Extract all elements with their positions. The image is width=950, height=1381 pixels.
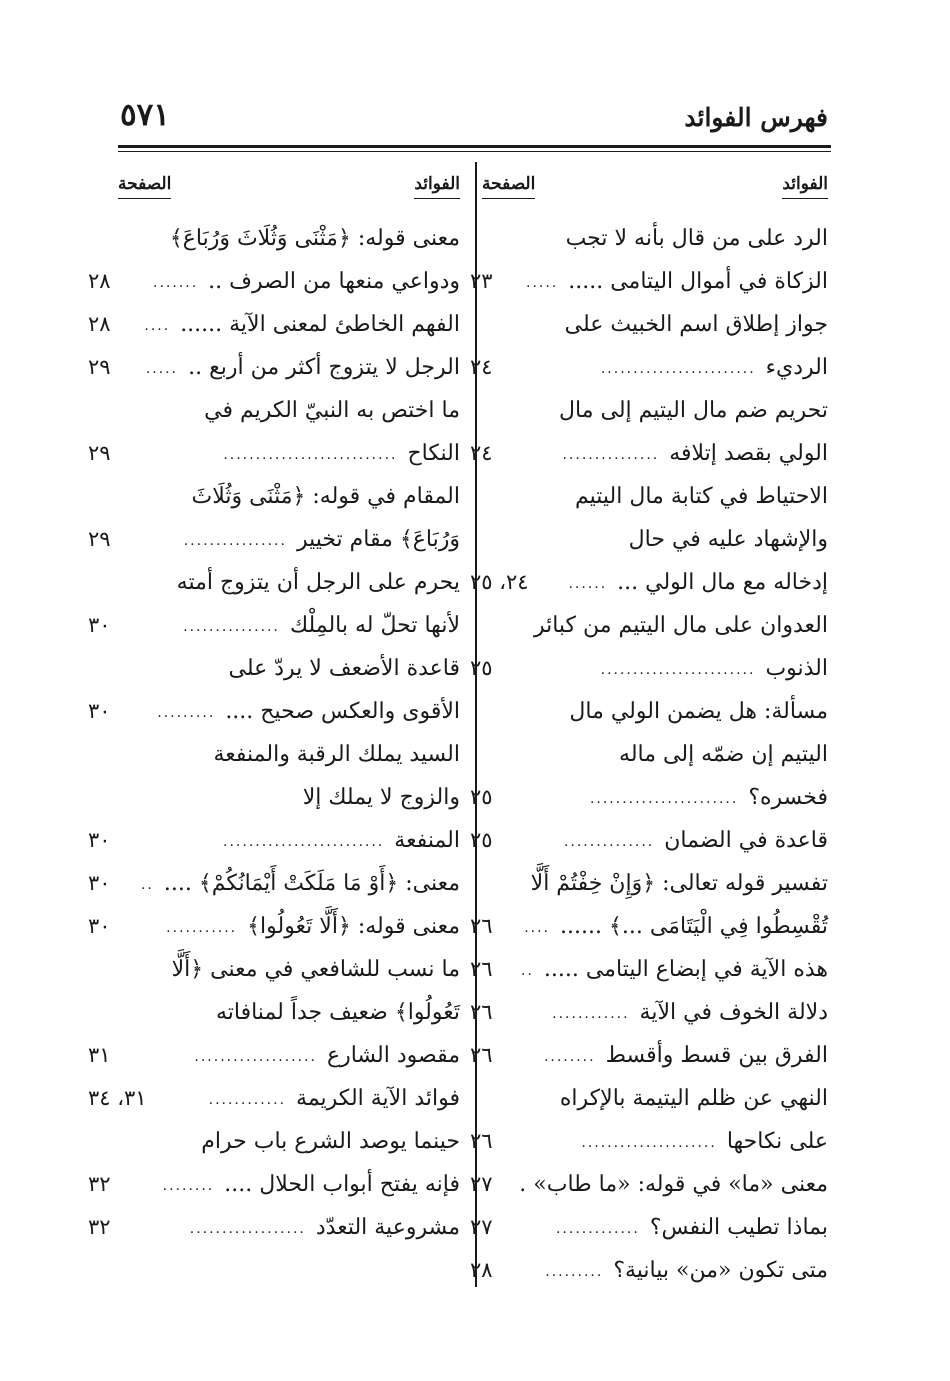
index-entry: [470, 437, 828, 480]
index-entry: [88, 351, 460, 394]
heading-text: الفوائد: [782, 174, 828, 194]
entry-page-number: ٢٦: [470, 914, 493, 938]
page-number: ٥٧١: [120, 97, 170, 133]
dot-leader: ....: [144, 318, 171, 334]
entry-text: الزكاة في أموال اليتامى .....: [568, 269, 828, 294]
index-entry: [88, 308, 460, 351]
entry-page-number: ٢٧: [470, 1172, 493, 1196]
index-entry: [88, 480, 460, 523]
entry-page-number: ٢٩: [88, 441, 111, 465]
dot-leader: ...............: [183, 619, 280, 635]
index-entry: [88, 738, 460, 781]
entry-page-number: ٢٣: [470, 269, 493, 293]
index-entry: [470, 1211, 828, 1254]
index-entry: [470, 351, 828, 394]
index-entry: [470, 566, 828, 609]
dot-leader: ......: [568, 576, 608, 592]
index-entry: [470, 308, 828, 351]
dot-leader: .........: [545, 1264, 604, 1280]
entry-text: معنى قوله: ﴿مَثْنَى وَثُلَاثَ وَرُبَاعَ﴾: [169, 226, 460, 251]
index-entry: [470, 996, 828, 1039]
entry-page-number: ٢٥: [470, 656, 493, 680]
index-entry: [470, 1168, 828, 1211]
index-entry: [88, 824, 460, 867]
entry-text: الأقوى والعكس صحيح ....: [225, 699, 460, 724]
entry-text: معنى قوله: ﴿أَلَّا تَعُولُوا﴾: [247, 914, 460, 939]
header-rule-thin: [118, 151, 831, 152]
right-col-heading-page: [482, 174, 535, 199]
dot-leader: .....: [145, 361, 179, 377]
dot-leader: .......: [153, 275, 199, 291]
entry-page-number: ٢٤: [470, 355, 493, 379]
dot-leader: ...........................: [223, 447, 398, 463]
entry-text: مسألة: هل يضمن الولي مال: [569, 699, 828, 724]
entry-text: لأنها تحلّ له بالمِلْك: [289, 613, 460, 638]
dot-leader: ............: [208, 1092, 287, 1108]
entry-text: فخسره؟: [748, 785, 828, 810]
index-entry: [88, 652, 460, 695]
entry-text: ما نسب للشافعي في معنى ﴿أَلَّا: [171, 957, 460, 982]
entry-text: جواز إطلاق اسم الخبيث على: [564, 312, 828, 337]
index-entry: [470, 1125, 828, 1168]
index-entry: [88, 867, 460, 910]
left-index-column: [88, 222, 460, 1254]
entry-text: دلالة الخوف في الآية: [639, 1000, 828, 1025]
entry-text: تحريم ضم مال اليتيم إلى مال: [559, 398, 828, 423]
entry-text: النهي عن ظلم اليتيمة بالإكراه: [559, 1086, 828, 1111]
entry-text: الولي بقصد إتلافه: [669, 441, 828, 466]
index-entry: [470, 222, 828, 265]
entry-page-number: ٣٠: [88, 914, 111, 938]
entry-page-number: ٣٢: [88, 1172, 111, 1196]
index-entry: [88, 523, 460, 566]
index-entry: [470, 695, 828, 738]
entry-text: الفهم الخاطئ لمعنى الآية ......: [180, 312, 460, 337]
index-entry: [470, 265, 828, 308]
dot-leader: ..............: [563, 834, 655, 850]
right-col-heading-fawaid: [782, 174, 828, 199]
index-entry: [470, 738, 828, 781]
index-entry: [470, 652, 828, 695]
entry-page-number: ٣٠: [88, 613, 111, 637]
entry-page-number: ٣٠: [88, 699, 111, 723]
index-entry: [88, 953, 460, 996]
index-entry: [470, 953, 828, 996]
entry-text: تفسير قوله تعالى: ﴿وَإِنْ خِفْتُمْ أَلَّا: [530, 871, 828, 896]
dot-leader: ...........: [166, 920, 238, 936]
entry-text: تُقْسِطُوا فِي الْيَتَامَى ...﴾ ......: [560, 914, 828, 939]
entry-text: والزوج لا يملك إلا: [302, 785, 460, 810]
index-entry: [470, 394, 828, 437]
dot-leader: ..: [140, 877, 154, 893]
entry-page-number: ٣١، ٣٤: [88, 1086, 147, 1110]
index-entry: [470, 480, 828, 523]
entry-text: الذنوب: [765, 656, 828, 681]
entry-text: مشروعية التعدّد: [315, 1215, 460, 1240]
index-entry: [88, 1211, 460, 1254]
entry-text: ما اختص به النبيّ الكريم في: [204, 398, 460, 423]
entry-page-number: ٢٨: [88, 269, 111, 293]
heading-underline: [414, 198, 460, 199]
left-col-heading-fawaid: [414, 174, 460, 199]
entry-text: قاعدة في الضمان: [664, 828, 828, 853]
dot-leader: ............: [552, 1006, 630, 1022]
entry-text: اليتيم إن ضمّه إلى ماله: [619, 742, 828, 767]
entry-text: النكاح: [407, 441, 460, 466]
heading-text: الفوائد: [414, 174, 460, 194]
index-entry: [88, 566, 460, 609]
index-entry: [88, 222, 460, 265]
entry-page-number: ٢٤: [470, 441, 493, 465]
entry-page-number: ٣١: [88, 1043, 111, 1067]
dot-leader: .........: [157, 705, 216, 721]
dot-leader: .........................: [223, 834, 385, 850]
dot-leader: ........................: [600, 662, 756, 678]
entry-page-number: ٢٨: [88, 312, 111, 336]
entry-text: فإنه يفتح أبواب الحلال ....: [224, 1172, 460, 1197]
page-title: فهرس الفوائد: [684, 103, 828, 132]
dot-leader: .....................: [581, 1135, 717, 1151]
entry-page-number: ٣٠: [88, 828, 111, 852]
heading-underline: [482, 198, 535, 199]
entry-page-number: ٢٨: [470, 1258, 493, 1282]
index-entry: [88, 996, 460, 1039]
entry-text: المقام في قوله: ﴿مَثْنَى وَثُلَاثَ: [191, 484, 460, 509]
index-entry: [88, 437, 460, 480]
entry-text: متى تكون «من» بيانية؟: [613, 1258, 828, 1283]
index-entry: [470, 867, 828, 910]
index-entry: [88, 609, 460, 652]
index-entry: [470, 609, 828, 652]
heading-text: الصفحة: [118, 174, 172, 194]
entry-text: تَعُولُوا﴾ ضعيف جداً لمنافاته: [215, 1000, 460, 1025]
entry-text: العدوان على مال اليتيم من كبائر: [533, 613, 828, 638]
index-entry: [88, 910, 460, 953]
entry-text: بماذا تطيب النفس؟: [649, 1215, 828, 1240]
index-entry: [88, 1082, 460, 1125]
entry-text: فوائد الآية الكريمة: [296, 1086, 460, 1111]
index-entry: [88, 1125, 460, 1168]
index-entry: [88, 781, 460, 824]
entry-text: على نكاحها: [726, 1129, 828, 1154]
heading-underline: [782, 198, 828, 199]
index-entry: [88, 695, 460, 738]
index-entry: [470, 781, 828, 824]
index-entry: [470, 1082, 828, 1125]
entry-text: ودواعي منعها من الصرف ..: [208, 269, 460, 294]
heading-underline: [118, 198, 171, 199]
entry-page-number: ٢٩: [88, 355, 111, 379]
index-entry: [470, 1039, 828, 1082]
dot-leader: .............: [555, 1221, 640, 1237]
entry-page-number: ٢٦: [470, 1129, 493, 1153]
entry-text: معنى «ما» في قوله: «ما طاب» .: [519, 1172, 828, 1197]
dot-leader: ....: [524, 920, 551, 936]
index-entry: [88, 265, 460, 308]
entry-text: الرجل لا يتزوج أكثر من أربع ..: [188, 355, 460, 380]
left-col-heading-page: [118, 174, 171, 199]
dot-leader: ........: [162, 1178, 215, 1194]
index-entry: [470, 824, 828, 867]
dot-leader: ...................: [194, 1049, 317, 1065]
index-entry: [470, 1254, 828, 1297]
entry-page-number: ٢٥: [470, 828, 493, 852]
entry-text: حينما يوصد الشرع باب حرام: [201, 1129, 460, 1154]
dot-leader: ........: [543, 1049, 596, 1065]
entry-page-number: ٢٦: [470, 1043, 493, 1067]
entry-text: الرديء: [765, 355, 828, 380]
entry-text: المنفعة: [394, 828, 460, 853]
header-rule-thick: [118, 145, 831, 148]
entry-text: الاحتياط في كتابة مال اليتيم: [575, 484, 828, 509]
entry-text: الفرق بين قسط وأقسط: [605, 1043, 828, 1068]
entry-text: يحرم على الرجل أن يتزوج أمته: [176, 570, 460, 595]
index-entry: [470, 910, 828, 953]
dot-leader: ..................: [189, 1221, 306, 1237]
entry-text: السيد يملك الرقبة والمنفعة: [213, 742, 460, 767]
right-index-column: [470, 222, 828, 1297]
dot-leader: .....: [526, 275, 559, 291]
entry-page-number: ٣٢: [88, 1215, 111, 1239]
entry-text: قاعدة الأضعف لا يردّ على: [228, 656, 460, 681]
entry-page-number: ٢٥: [470, 785, 493, 809]
dot-leader: ........................: [600, 361, 756, 377]
entry-text: الرد على من قال بأنه لا تجب: [565, 226, 828, 251]
entry-page-number: ٢٩: [88, 527, 111, 551]
heading-text: الصفحة: [482, 174, 536, 194]
index-entry: [88, 1168, 460, 1211]
index-entry: [470, 523, 828, 566]
entry-text: هذه الآية في إبضاع اليتامى .....: [543, 957, 828, 982]
dot-leader: ................: [183, 533, 287, 549]
index-entry: [88, 1039, 460, 1082]
entry-page-number: ٢٦: [470, 957, 493, 981]
index-entry: [88, 394, 460, 437]
entry-page-number: ٢٧: [470, 1215, 493, 1239]
entry-text: مقصود الشارع: [326, 1043, 460, 1068]
entry-page-number: ٢٤، ٢٥: [470, 570, 529, 594]
dot-leader: ..: [520, 963, 534, 979]
entry-text: وَرُبَاعَ﴾ مقام تخيير: [296, 527, 460, 552]
dot-leader: ...............: [562, 447, 660, 463]
entry-text: معنى: ﴿أَوْ مَا مَلَكَتْ أَيْمَانُكُمْ﴾ ....: [163, 871, 460, 896]
entry-page-number: ٣٠: [88, 871, 111, 895]
entry-text: والإشهاد عليه في حال: [628, 527, 828, 552]
entry-page-number: ٢٦: [470, 1000, 493, 1024]
dot-leader: .......................: [589, 791, 739, 807]
entry-text: إدخاله مع مال الولي ...: [617, 570, 828, 595]
